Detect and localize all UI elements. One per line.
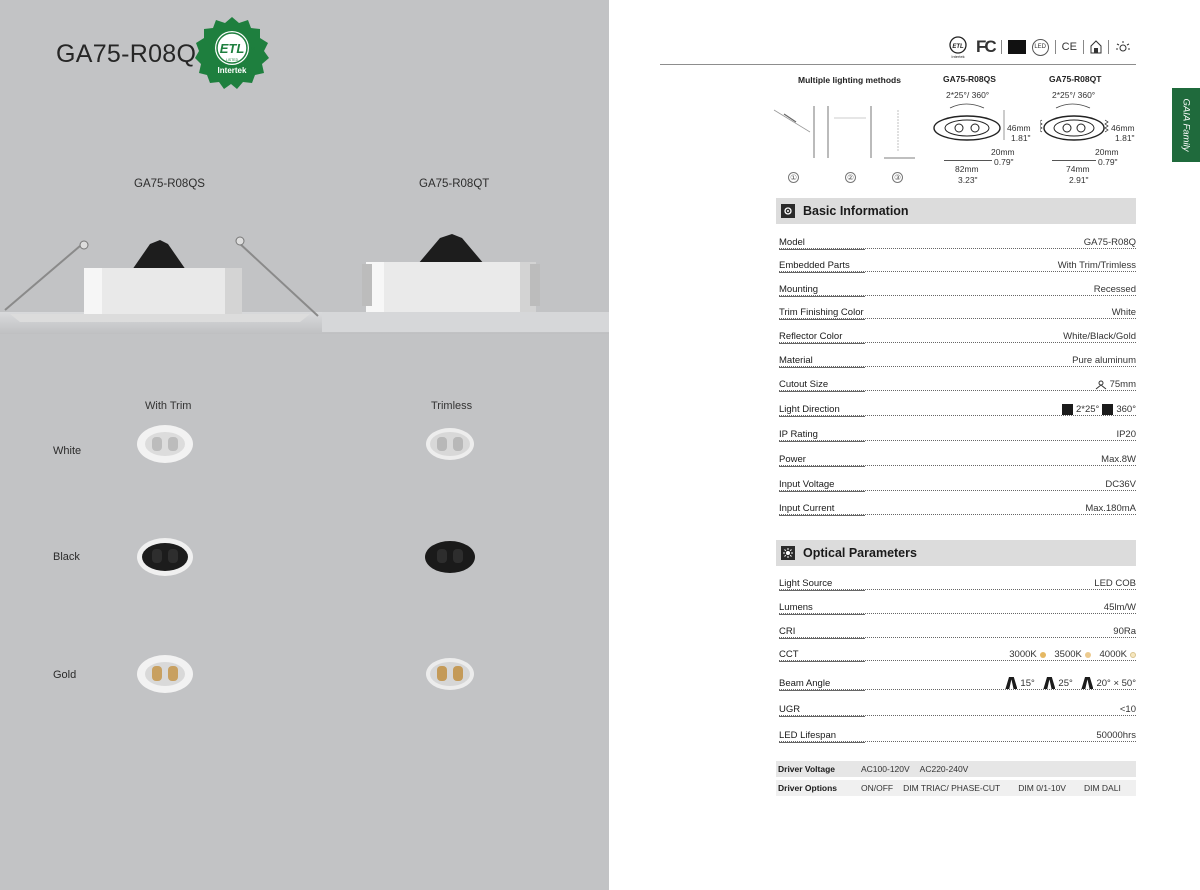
class-icon <box>1008 40 1026 54</box>
diagram-title-qs: GA75-R08QS <box>943 74 996 84</box>
method-number-2: ② <box>845 172 856 183</box>
beam-15-icon <box>1005 677 1017 689</box>
finish-label-white: White <box>53 445 82 457</box>
thumb-black-with-trim <box>136 537 194 577</box>
thumb-white-trimless <box>421 424 479 464</box>
thumb-white-with-trim <box>136 424 194 464</box>
spec-row: UGR <10 <box>779 704 1136 715</box>
spec-row: Light Source LED COB <box>779 578 1136 589</box>
driver-options-row: Driver Options ON/OFF DIM TRIAC/ PHASE-CUT DIM 0/1-10V DIM DALI <box>776 780 1136 796</box>
etl-mark-text: ETL <box>219 41 245 56</box>
led-icon: LED <box>1032 39 1049 56</box>
ce-icon: CE <box>1061 41 1077 53</box>
svg-text:ETL: ETL <box>952 44 964 50</box>
svg-text:Intertek: Intertek <box>951 54 965 59</box>
spec-row: Lumens 45lm/W <box>779 602 1136 613</box>
etl-icon <box>946 35 970 59</box>
certification-row <box>946 30 1131 64</box>
thumb-gold-trimless <box>421 654 479 694</box>
settings-icon <box>781 204 795 218</box>
finish-label-black: Black <box>53 551 80 563</box>
method-number-1: ① <box>788 172 799 183</box>
basic-info-header <box>776 198 1136 224</box>
side-tab[interactable]: GAIA Family <box>1172 88 1200 162</box>
dimension-drawing-qt <box>1040 100 1112 150</box>
product-label-qt: GA75-R08QT <box>419 178 490 190</box>
dimension-drawing-qs <box>932 100 1008 150</box>
svg-text:C: C <box>210 46 214 51</box>
cct-3000k-swatch <box>1040 652 1046 658</box>
product-label-qs: GA75-R08QS <box>134 178 205 190</box>
spec-row: LED Lifespan 50000hrs <box>779 730 1136 741</box>
cutout-icon <box>1095 380 1107 390</box>
cct-3500k-swatch <box>1085 652 1091 658</box>
beam-25-icon <box>1043 677 1055 689</box>
diagram-title-qt: GA75-R08QT <box>1049 74 1102 84</box>
etl-intertek-badge <box>194 16 270 90</box>
thumb-black-trimless <box>421 537 479 577</box>
svg-text:LISTED: LISTED <box>225 58 239 62</box>
ic-icon <box>1090 40 1102 54</box>
header-divider <box>660 64 1136 65</box>
svg-text:US: US <box>248 46 256 51</box>
spec-row: Cutout Size 75mm <box>779 379 1136 390</box>
spec-row: IP Rating IP20 <box>779 429 1136 440</box>
basic-info-title: Basic Information <box>803 204 909 218</box>
sun-icon <box>781 546 795 560</box>
product-title: GA75-R08Q <box>56 40 197 68</box>
spec-row: Embedded Parts With Trim/Trimless <box>779 260 1136 271</box>
rotate-direction-icon <box>1102 404 1113 415</box>
product-image-qt <box>322 230 609 340</box>
spec-row: Light Direction 2*25° 360° <box>779 404 1136 415</box>
spec-row: Input Voltage DC36V <box>779 479 1136 490</box>
product-image-qs <box>0 230 320 350</box>
thumb-gold-with-trim <box>136 654 194 694</box>
spec-row: Power Max.8W <box>779 454 1136 465</box>
optical-header <box>776 540 1136 566</box>
etl-brand-text: Intertek <box>217 66 247 75</box>
spec-row: Trim Finishing Color White <box>779 307 1136 318</box>
spec-row: Material Pure aluminum <box>779 355 1136 366</box>
dimmable-icon <box>1115 40 1131 54</box>
method-number-3: ③ <box>892 172 903 183</box>
grid-header-trimless: Trimless <box>431 400 473 412</box>
methods-title: Multiple lighting methods <box>798 75 901 85</box>
tilt-direction-icon <box>1062 404 1073 415</box>
spec-row: CCT 3000K 3500K 4000K <box>779 643 1136 663</box>
spec-row: Model GA75-R08Q <box>779 237 1136 248</box>
spec-row: Mounting Recessed <box>779 284 1136 295</box>
optical-title: Optical Parameters <box>803 546 917 560</box>
spec-row: Reflector Color White/Black/Gold <box>779 331 1136 342</box>
fcc-icon: FC <box>976 37 995 56</box>
finish-label-gold: Gold <box>53 669 77 681</box>
spec-row: CRI 90Ra <box>779 626 1136 637</box>
spec-row: Input Current Max.180mA <box>779 503 1136 514</box>
beam-oval-icon <box>1081 677 1093 689</box>
driver-voltage-row: Driver Voltage AC100-120V AC220-240V <box>776 761 1136 777</box>
cct-4000k-swatch <box>1130 652 1136 658</box>
lighting-methods-diagram <box>770 96 920 166</box>
grid-header-with-trim: With Trim <box>145 400 192 412</box>
spec-row: Beam Angle 15° 25° 20° × 50° <box>779 677 1136 689</box>
